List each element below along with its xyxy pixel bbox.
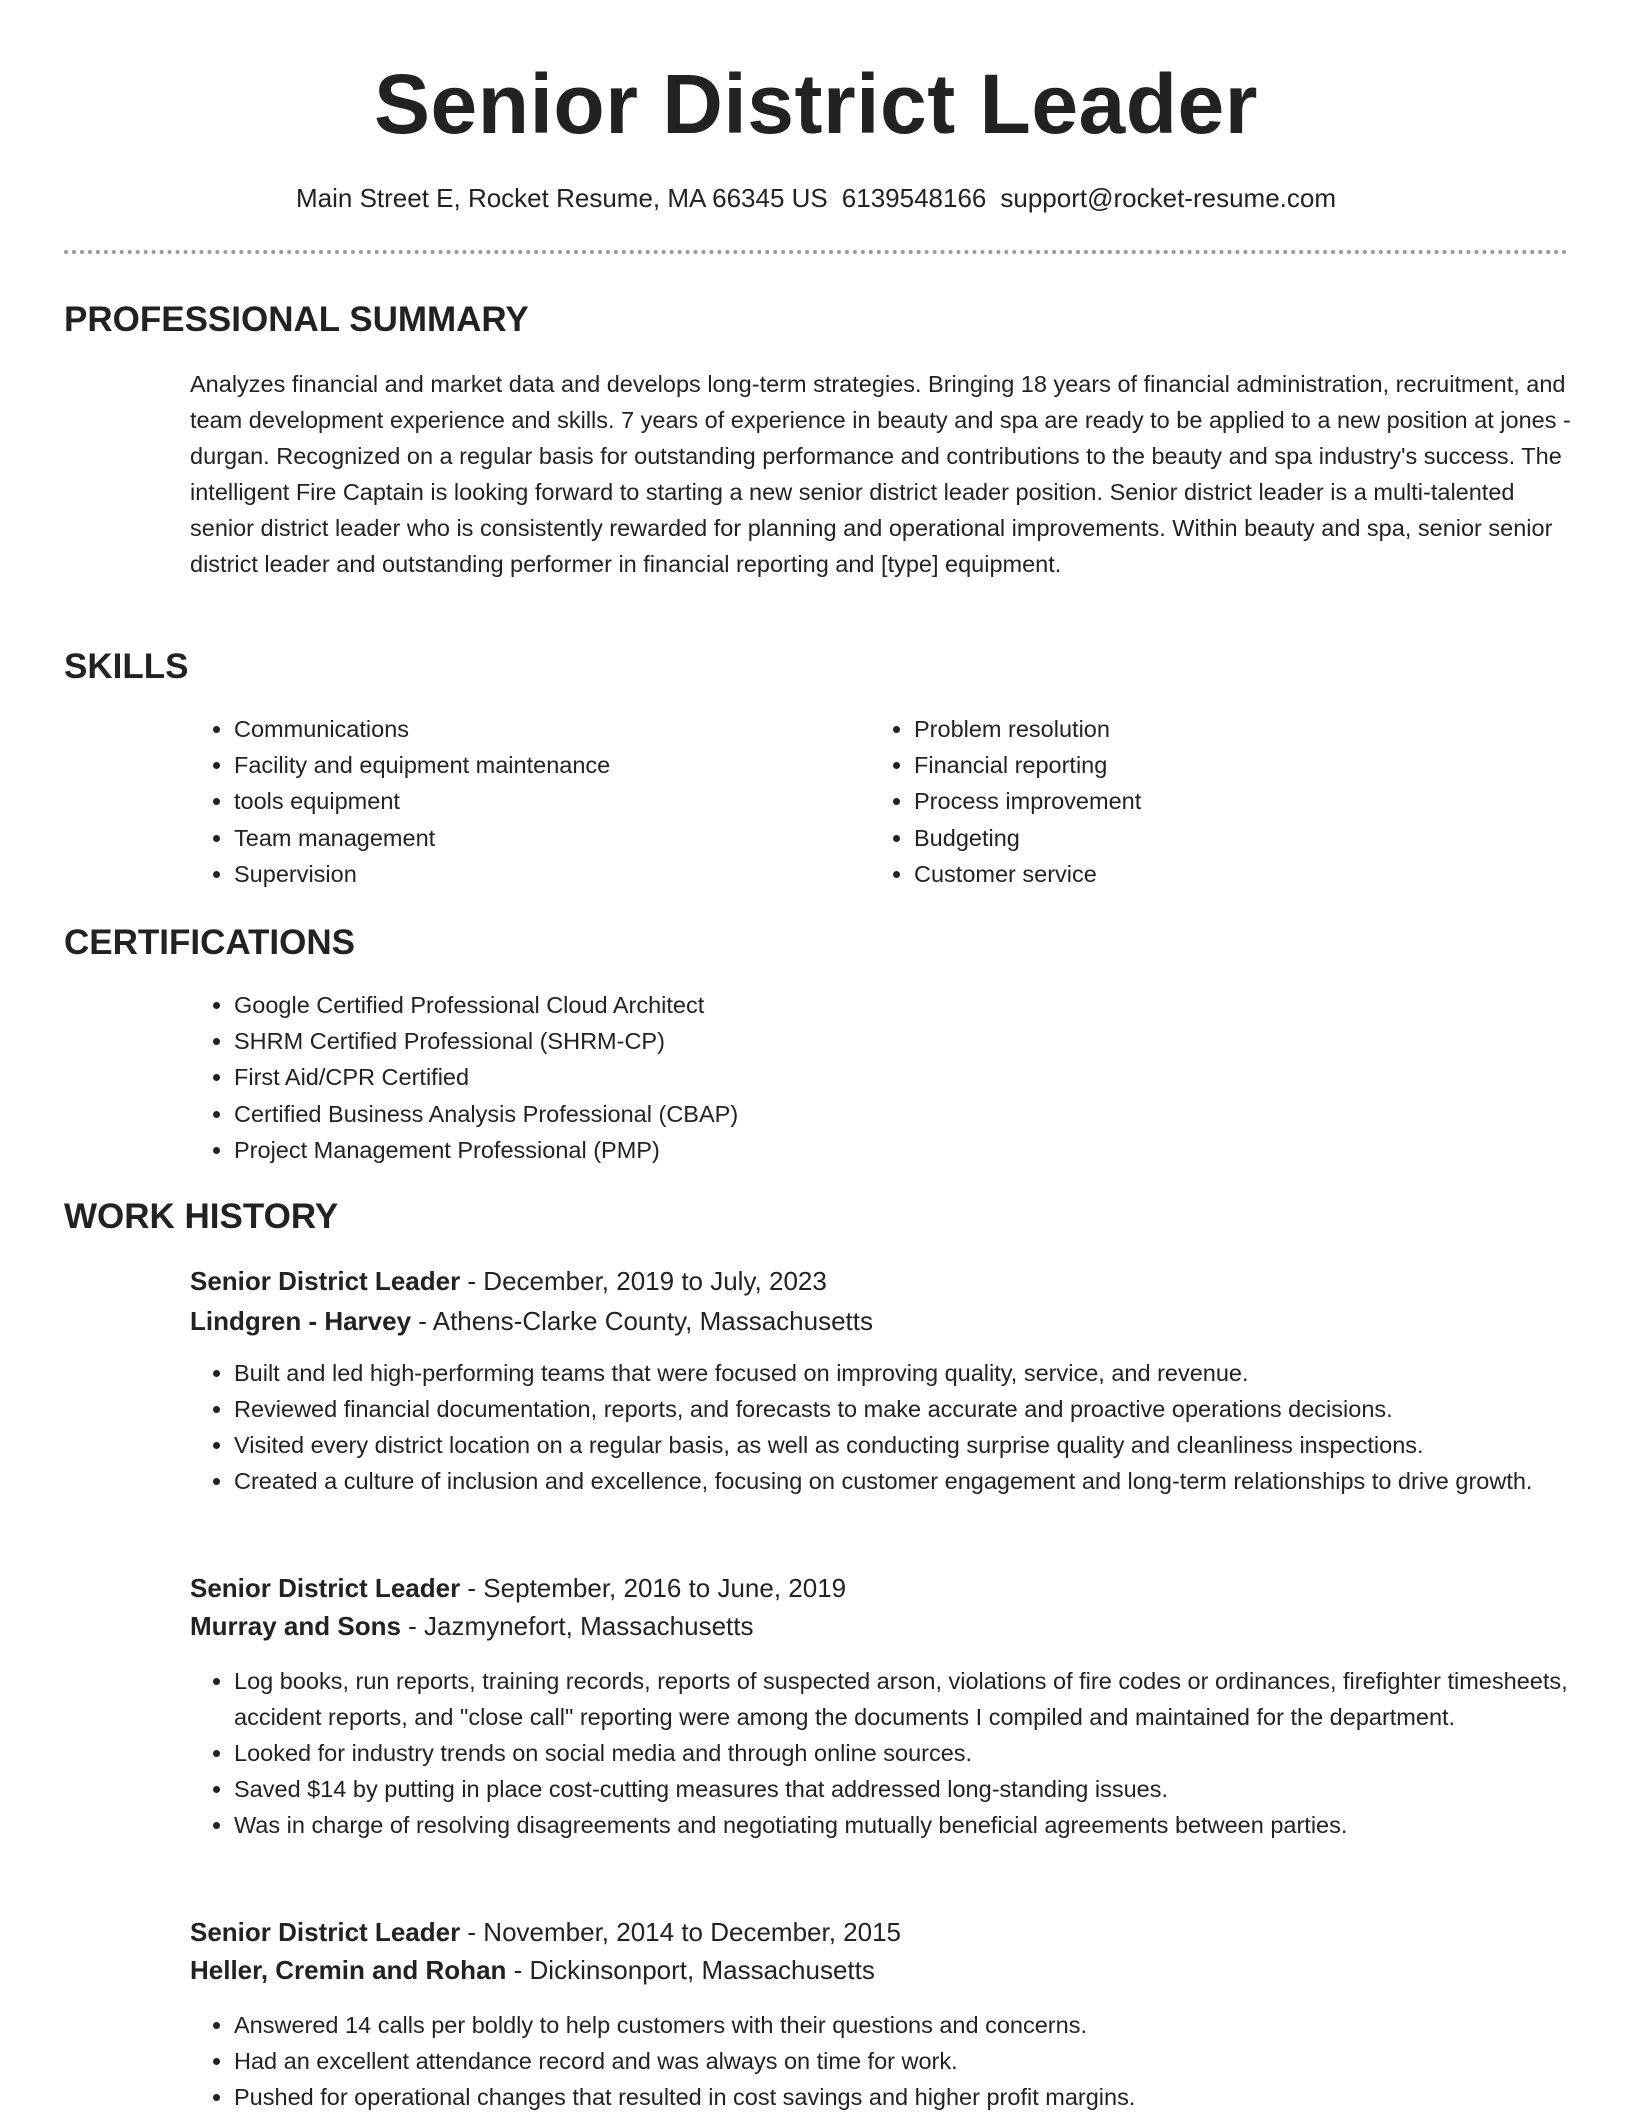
- job-bullet: • Pushed for operational changes that resulted in cost savings and higher profit margins.: [234, 2079, 1594, 2115]
- skill-item: • Facility and equipment maintenance: [234, 747, 834, 783]
- job-title-line: [190, 1263, 827, 1299]
- job-bullet: • Saved $14 by putting in place cost-cutting measures that addressed long-standing issues.: [234, 1771, 1594, 1807]
- job-bullet: • Had an excellent attendance record and was always on time for work.: [234, 2043, 1594, 2079]
- skill-item: • Problem resolution: [914, 711, 1554, 747]
- skill-item: • Team management: [234, 820, 834, 856]
- contact-line: [0, 180, 1632, 216]
- resume-name: Senior District Leader: [374, 57, 1258, 151]
- job-title: Senior District Leader: [190, 1266, 461, 1296]
- job-title: Senior District Leader: [190, 1917, 461, 1947]
- job-bullet: • Created a culture of inclusion and excellence, focusing on customer engagement and long-term relationships to drive growth.: [234, 1463, 1594, 1499]
- certification-item: • First Aid/CPR Certified: [234, 1059, 1534, 1095]
- skill-item: • Customer service: [914, 856, 1554, 892]
- header-divider: [64, 250, 1568, 254]
- job-bullet: • Built and led high-performing teams that were focused on improving quality, service, and revenue.: [234, 1355, 1594, 1391]
- job-dates: - September, 2016 to June, 2019: [460, 1573, 847, 1603]
- job-company: Murray and Sons: [190, 1611, 401, 1641]
- certification-item: • SHRM Certified Professional (SHRM-CP): [234, 1023, 1534, 1059]
- job-dates: - November, 2014 to December, 2015: [460, 1917, 902, 1947]
- skill-item: • Supervision: [234, 856, 834, 892]
- job-company-line: [190, 1303, 873, 1339]
- certifications-list: [190, 987, 1534, 1168]
- skill-item: • Communications: [234, 711, 834, 747]
- skill-item: • Budgeting: [914, 820, 1554, 856]
- job-bullets: [190, 2007, 1594, 2115]
- job-title-line: [190, 1570, 846, 1606]
- job-bullet: • Visited every district location on a regular basis, as well as conducting surprise quality and cleanliness inspections.: [234, 1427, 1594, 1463]
- summary-heading: PROFESSIONAL SUMMARY: [64, 300, 529, 339]
- skills-heading: SKILLS: [64, 647, 189, 686]
- certifications-heading: CERTIFICATIONS: [64, 923, 356, 962]
- contact-email: support@rocket-resume.com: [1000, 183, 1337, 213]
- job-dates: - December, 2019 to July, 2023: [460, 1266, 827, 1296]
- job-company-line: [190, 1608, 754, 1644]
- certification-item: • Certified Business Analysis Professional (CBAP): [234, 1096, 1534, 1132]
- job-title: Senior District Leader: [190, 1573, 461, 1603]
- certification-item: • Project Management Professional (PMP): [234, 1132, 1534, 1168]
- job-bullet: • Log books, run reports, training records, reports of suspected arson, violations of fire codes or ordinances, firefighter timesheets, accident reports, and "close call" reporting were among the documents I compiled and maintained for the department.: [234, 1663, 1594, 1735]
- job-bullet: • Reviewed financial documentation, reports, and forecasts to make accurate and proactive operations decisions.: [234, 1391, 1594, 1427]
- job-bullet: • Answered 14 calls per boldly to help customers with their questions and concerns.: [234, 2007, 1594, 2043]
- job-bullets: [190, 1355, 1594, 1499]
- skill-item: • tools equipment: [234, 783, 834, 819]
- job-title-line: [190, 1914, 901, 1950]
- work-history-heading: WORK HISTORY: [64, 1197, 339, 1236]
- job-company: Heller, Cremin and Rohan: [190, 1955, 507, 1985]
- contact-address: Main Street E, Rocket Resume, MA 66345 US: [295, 183, 828, 213]
- job-location: - Jazmynefort, Massachusetts: [400, 1611, 754, 1641]
- skills-list-right: [870, 711, 1554, 892]
- job-bullet: • Was in charge of resolving disagreements and negotiating mutually beneficial agreements between parties.: [234, 1807, 1594, 1843]
- job-location: - Dickinsonport, Massachusetts: [506, 1955, 875, 1985]
- summary-text: Analyzes financial and market data and develops long-term strategies. Bringing 18 years of financial administration, recruitment, and team development experience and skills. 7 years of experience in beauty and spa are ready to be applied to a new position at jones - durgan. Recognized on a regular basis for outstanding performance and contributions to the beauty and spa industry's success. The intelligent Fire Captain is looking forward to starting a new senior district leader position. Senior district leader is a multi-talented senior district leader who is consistently rewarded for planning and operational improvements. Within beauty and spa, senior senior district leader and outstanding performer in financial reporting and [type] equipment.: [190, 371, 1571, 577]
- skills-list-left: [190, 711, 834, 892]
- job-location: - Athens-Clarke County, Massachusetts: [411, 1306, 873, 1336]
- job-bullets: [190, 1663, 1594, 1843]
- job-company: Lindgren - Harvey: [190, 1306, 412, 1336]
- skill-item: • Financial reporting: [914, 747, 1554, 783]
- certification-item: • Google Certified Professional Cloud Architect: [234, 987, 1534, 1023]
- job-bullet: • Looked for industry trends on social media and through online sources.: [234, 1735, 1594, 1771]
- skill-item: • Process improvement: [914, 783, 1554, 819]
- job-company-line: [190, 1952, 875, 1988]
- contact-phone: 6139548166: [841, 183, 987, 213]
